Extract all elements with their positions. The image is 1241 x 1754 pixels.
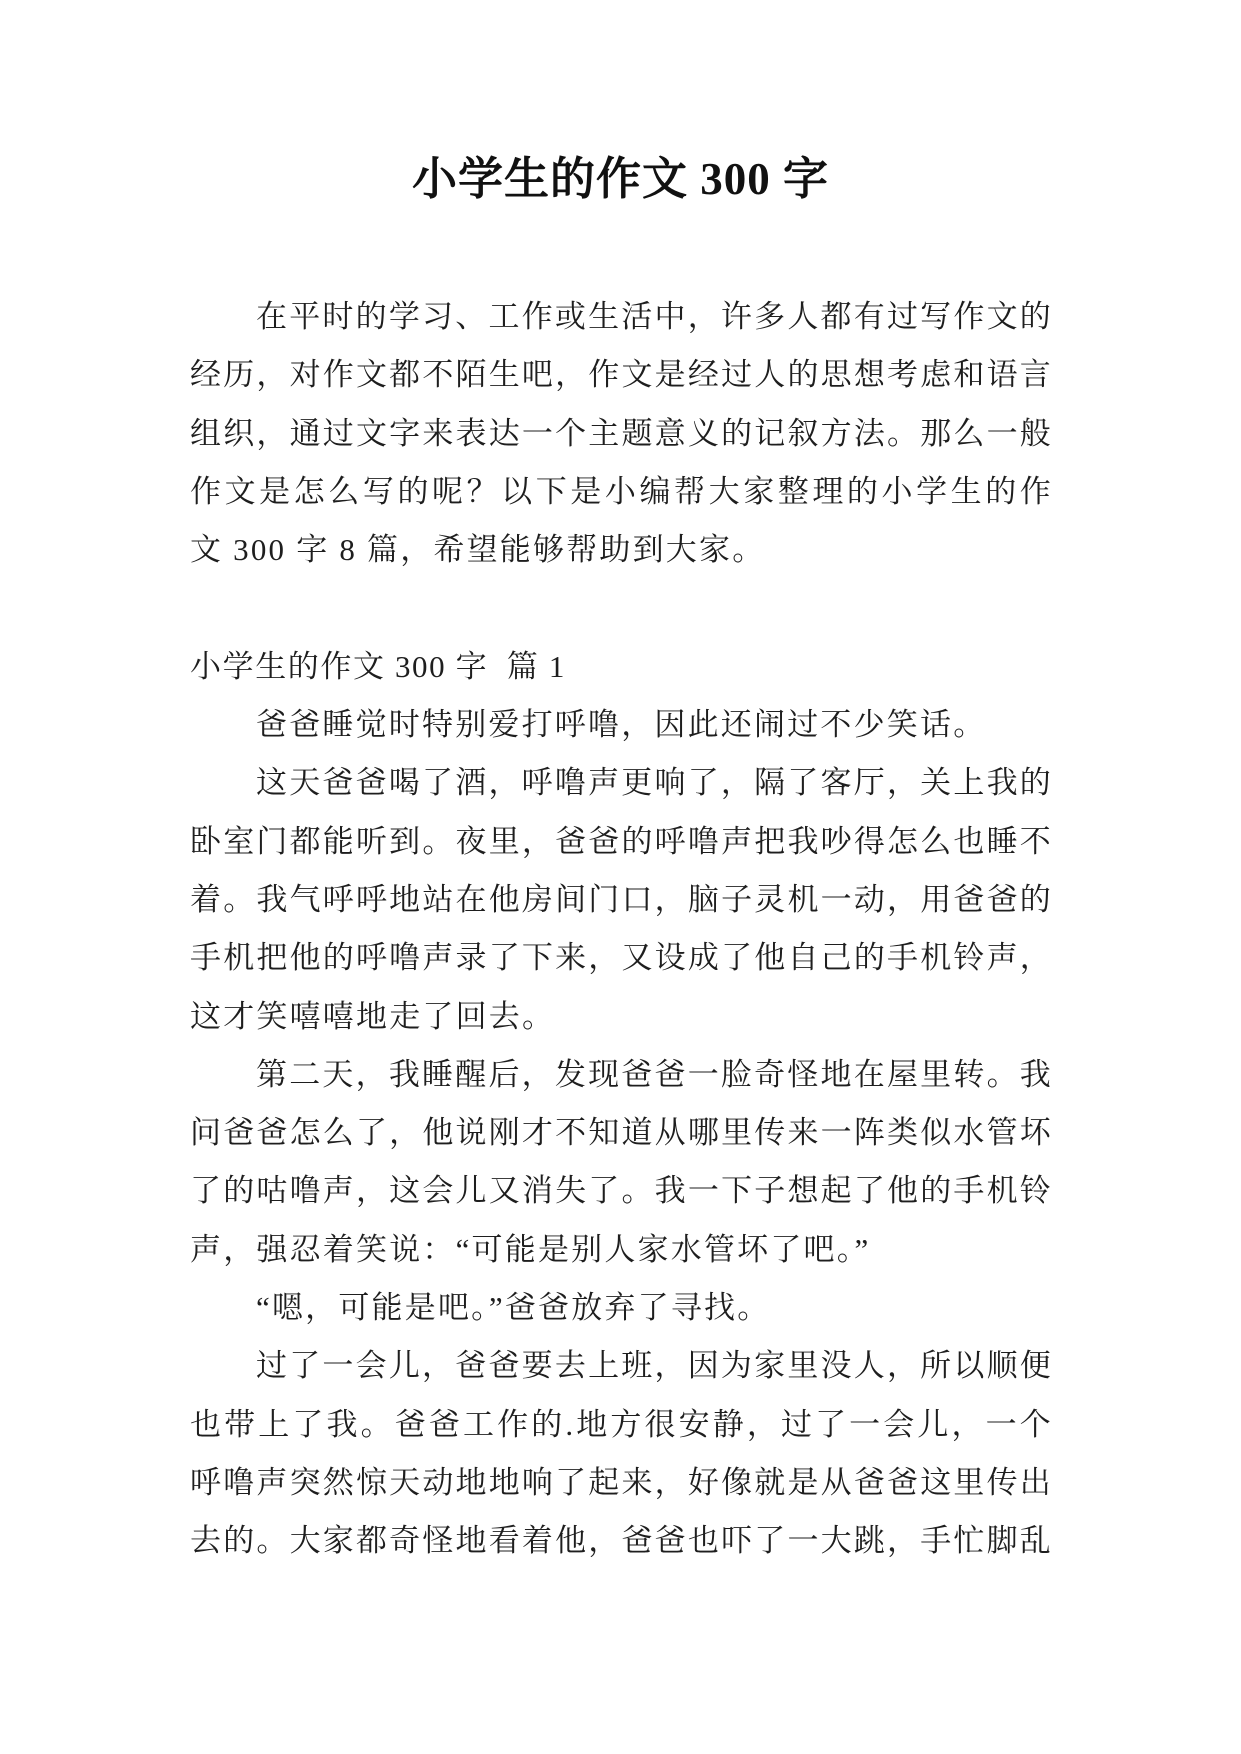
paragraph-line: 呼噜声突然惊天动地地响了起来，好像就是从爸爸这里传出 (190, 1464, 1052, 1500)
blank-line (190, 579, 1052, 637)
paragraph-line: 着。我气呼呼地站在他房间门口，脑子灵机一动，用爸爸的 (190, 881, 1052, 917)
paragraph-line: 问爸爸怎么了，他说刚才不知道从哪里传来一阵类似水管坏 (190, 1115, 1052, 1151)
paragraph-line: 这才笑嘻嘻地走了回去。 (190, 998, 556, 1034)
paragraph-line: 手机把他的呼噜声录了下来，又设成了他自己的手机铃声， (190, 940, 1052, 976)
paragraph-line: 爸爸睡觉时特别爱打呼噜，因此还闹过不少笑话。 (256, 707, 987, 743)
page-title: 小学生的作文 300 字 (411, 154, 829, 204)
paragraph-line: 组织，通过文字来表达一个主题意义的记叙方法。那么一般 (190, 415, 1052, 451)
essay-paragraph (190, 696, 1052, 754)
paragraph-line: 文 300 字 8 篇，希望能够帮助到大家。 (190, 532, 766, 568)
paragraph-line: 了的咕噜声，这会儿又消失了。我一下子想起了他的手机铃 (190, 1173, 1052, 1209)
paragraph-line: 也带上了我。爸爸工作的.地方很安静，过了一会儿，一个 (190, 1406, 1052, 1442)
document-body (190, 288, 1052, 1571)
paragraph-line: 去的。大家都奇怪地看着他，爸爸也吓了一大跳，手忙脚乱 (190, 1523, 1052, 1559)
essay-paragraph (190, 1337, 1052, 1570)
essay-paragraph (190, 1046, 1052, 1279)
section-heading: 小学生的作文 300 字 篇 1 (190, 648, 566, 684)
paragraph-line: 过了一会儿，爸爸要去上班，因为家里没人，所以顺便 (256, 1348, 1052, 1384)
paragraph-line: 经历，对作文都不陌生吧，作文是经过人的思想考虑和语言 (190, 357, 1052, 393)
paragraph-line: 作文是怎么写的呢？以下是小编帮大家整理的小学生的作 (190, 473, 1052, 509)
paragraph-line: 第二天，我睡醒后，发现爸爸一脸奇怪地在屋里转。我 (256, 1056, 1052, 1092)
paragraph-line: “嗯，可能是吧。”爸爸放弃了寻找。 (256, 1290, 771, 1326)
essay-paragraph (190, 1279, 1052, 1337)
paragraph-line: 这天爸爸喝了酒，呼噜声更响了，隔了客厅，关上我的 (256, 765, 1052, 801)
paragraph-line: 在平时的学习、工作或生活中，许多人都有过写作文的 (256, 299, 1052, 334)
essay-paragraph (190, 754, 1052, 1045)
paragraph-line: 声，强忍着笑说：“可能是别人家水管坏了吧。” (190, 1231, 871, 1267)
paragraph-line: 卧室门都能听到。夜里，爸爸的呼噜声把我吵得怎么也睡不 (190, 823, 1052, 859)
intro-paragraph (190, 288, 1052, 579)
